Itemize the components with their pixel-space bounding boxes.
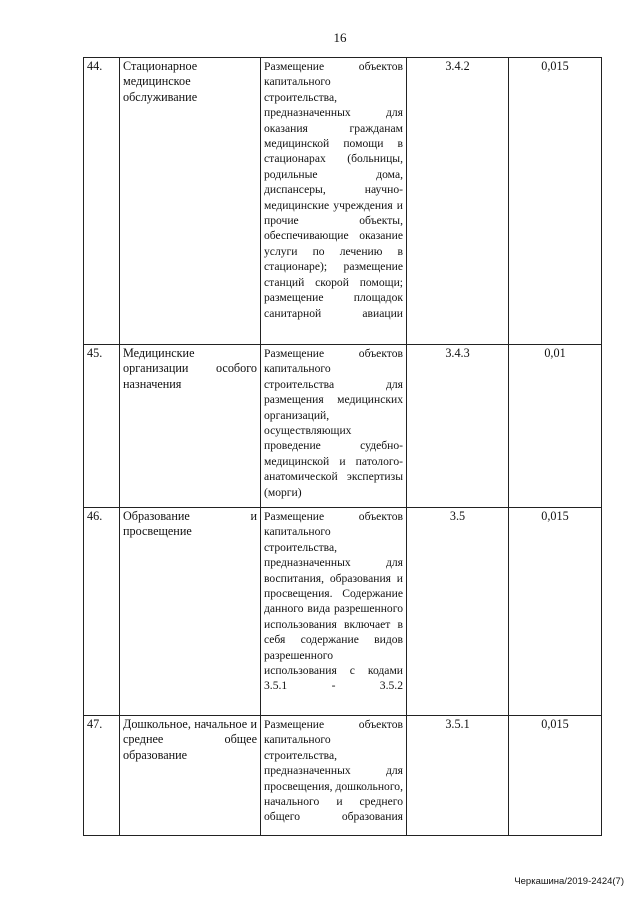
coefficient-value: 0,015 xyxy=(509,508,602,716)
land-use-code: 3.5 xyxy=(407,508,509,716)
land-use-code: 3.4.2 xyxy=(407,58,509,345)
table-row xyxy=(84,508,602,716)
land-use-code: 3.4.3 xyxy=(407,345,509,508)
land-use-name: Стационарное медицинское обслуживание xyxy=(120,58,261,345)
table-row xyxy=(84,345,602,508)
land-use-description: Размещение объектов капитального строительства для размещения медицинских организаций, осуществляющих проведение судебно-медицинской и патолого-анатомической экспертизы (морги) xyxy=(261,345,407,508)
coefficient-value: 0,015 xyxy=(509,58,602,345)
land-use-code: 3.5.1 xyxy=(407,716,509,836)
table-row xyxy=(84,58,602,345)
row-number: 44. xyxy=(84,58,120,345)
land-use-table xyxy=(83,57,602,836)
land-use-description: Размещение объектов капитального строительства, предназначенных для оказания гражданам медицинской помощи в стационарах (больницы, родильные дома, диспансеры, научно-медицинские учреждения и прочие объекты, обеспечивающие оказание услуги по лечению в стационаре); размещение станций скорой помощи; размещение площадок санитарной авиации xyxy=(261,58,407,345)
land-use-description: Размещение объектов капитального строительства, предназначенных для просвещения, дошкольного, начального и среднего общего образования xyxy=(261,716,407,836)
document-footer-id: Черкашина/2019-2424(7) xyxy=(514,876,624,887)
row-number: 46. xyxy=(84,508,120,716)
land-use-name: Медицинские организации особого назначения xyxy=(120,345,261,508)
table-row xyxy=(84,716,602,836)
row-number: 47. xyxy=(84,716,120,836)
coefficient-value: 0,015 xyxy=(509,716,602,836)
row-number: 45. xyxy=(84,345,120,508)
page-number: 16 xyxy=(333,30,347,45)
coefficient-value: 0,01 xyxy=(509,345,602,508)
land-use-description: Размещение объектов капитального строительства, предназначенных для воспитания, образования и просвещения. Содержание данного вида разрешенного использования включает в себя содержание видов разрешенного использования с кодами 3.5.1 - 3.5.2 xyxy=(261,508,407,716)
land-use-name: Дошкольное, начальное и среднее общее образование xyxy=(120,716,261,836)
land-use-name: Образование и просвещение xyxy=(120,508,261,716)
